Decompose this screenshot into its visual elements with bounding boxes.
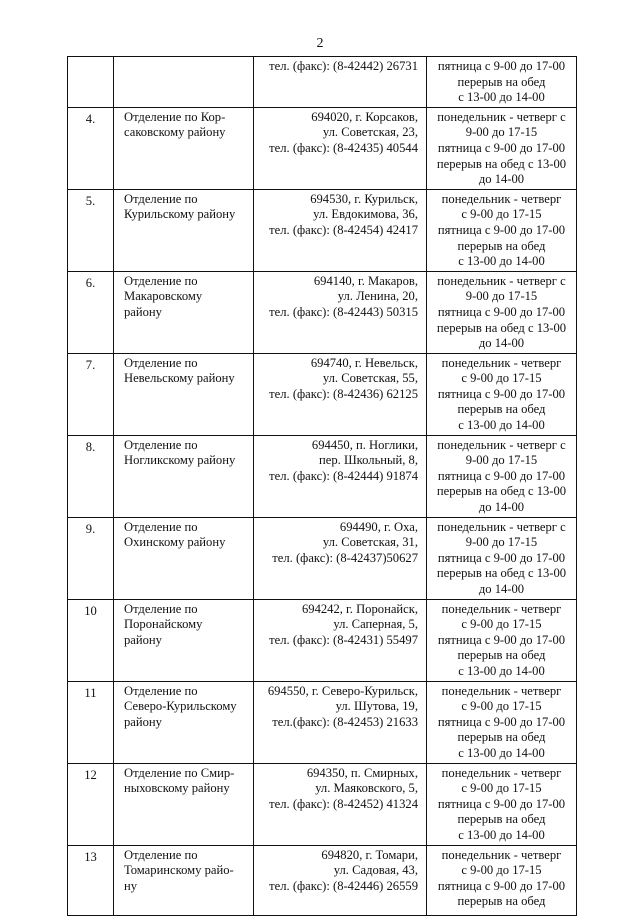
department-name-line: саковскому району bbox=[124, 125, 226, 140]
address-cell bbox=[254, 353, 427, 435]
address-cell bbox=[254, 763, 427, 845]
working-hours-line: перерыв на обед bbox=[457, 894, 546, 909]
working-hours-line: перерыв на обед bbox=[457, 730, 546, 745]
working-hours-line: до 14-00 bbox=[478, 500, 525, 515]
address-line: тел. (факс): (8-42436) 62125 bbox=[269, 386, 418, 401]
department-name-cell bbox=[114, 189, 254, 271]
address-cell bbox=[254, 681, 427, 763]
working-hours-line: перерыв на обед bbox=[457, 402, 546, 417]
working-hours-line: с 9-00 до 17-15 bbox=[461, 863, 542, 878]
table-row bbox=[68, 189, 577, 271]
table-row bbox=[68, 353, 577, 435]
address-line: 694140, г. Макаров, bbox=[313, 273, 418, 288]
department-name-line: Охинскому району bbox=[124, 535, 226, 550]
address-cell bbox=[254, 107, 427, 189]
working-hours-cell bbox=[427, 57, 577, 108]
working-hours-line: перерыв на обед с 13-00 bbox=[436, 320, 567, 335]
working-hours-line: с 9-00 до 17-15 bbox=[461, 207, 542, 222]
address-line: пер. Школьный, 8, bbox=[319, 453, 418, 468]
address-line: 694450, п. Ноглики, bbox=[311, 437, 418, 452]
working-hours-line: до 14-00 bbox=[478, 172, 525, 187]
department-name-cell bbox=[114, 353, 254, 435]
address-line: 694530, г. Курильск, bbox=[310, 191, 418, 206]
row-number-cell bbox=[68, 435, 114, 517]
table-row bbox=[68, 435, 577, 517]
address-line: 694740, г. Невельск, bbox=[310, 355, 418, 370]
address-line: 694550, г. Северо-Курильск, bbox=[267, 683, 418, 698]
department-name-line: Отделение по Кор- bbox=[124, 109, 226, 124]
working-hours-line: с 13-00 до 14-00 bbox=[458, 418, 545, 433]
working-hours-line: 9-00 до 17-15 bbox=[465, 453, 538, 468]
department-name-cell bbox=[114, 57, 254, 108]
table-row bbox=[68, 599, 577, 681]
working-hours-line: пятница с 9-00 до 17-00 bbox=[437, 796, 566, 811]
department-name-line: Отделение по bbox=[124, 273, 198, 288]
table-row bbox=[68, 271, 577, 353]
address-line: тел. (факс): (8-42442) 26731 bbox=[269, 59, 418, 73]
working-hours-line: с 13-00 до 14-00 bbox=[458, 663, 545, 678]
working-hours-line: пятница с 9-00 до 17-00 bbox=[437, 304, 566, 319]
address-line: ул. Советская, 55, bbox=[322, 371, 418, 386]
row-number: 7. bbox=[85, 357, 96, 372]
table-row bbox=[68, 57, 577, 108]
department-name-line: Отделение по bbox=[124, 601, 198, 616]
working-hours-line: с 13-00 до 14-00 bbox=[458, 254, 545, 269]
address-line: 694820, г. Томари, bbox=[321, 847, 418, 862]
working-hours-line: с 9-00 до 17-15 bbox=[461, 371, 542, 386]
address-cell bbox=[254, 599, 427, 681]
working-hours-cell bbox=[427, 189, 577, 271]
address-line: тел. (факс): (8-42431) 55497 bbox=[269, 632, 418, 647]
working-hours-line: понедельник - четверг с bbox=[437, 519, 566, 534]
address-line: тел. (факс): (8-42435) 40544 bbox=[269, 140, 418, 155]
working-hours-line: пятница с 9-00 до 17-00 bbox=[437, 550, 566, 565]
address-line: тел. (факс): (8-42452) 41324 bbox=[269, 796, 418, 811]
address-line: 694490, г. Оха, bbox=[339, 519, 418, 534]
department-name-line: Невельскому району bbox=[124, 371, 235, 386]
departments-table-body bbox=[68, 57, 577, 916]
department-name-line: Отделение по Смир- bbox=[124, 765, 235, 780]
working-hours-line: понедельник - четверг bbox=[441, 683, 562, 698]
row-number-cell bbox=[68, 57, 114, 108]
working-hours-line: пятница с 9-00 до 17-00 bbox=[437, 222, 566, 237]
row-number: 13 bbox=[84, 849, 97, 864]
row-number-cell bbox=[68, 189, 114, 271]
working-hours-line: перерыв на обед с 13-00 bbox=[436, 156, 567, 171]
department-name-cell bbox=[114, 681, 254, 763]
address-line: ул. Советская, 31, bbox=[322, 535, 418, 550]
address-line: 694350, п. Смирных, bbox=[306, 765, 418, 780]
row-number: 5. bbox=[85, 193, 96, 208]
address-line: тел. (факс): (8-42443) 50315 bbox=[269, 304, 418, 319]
department-name-line: району bbox=[124, 714, 162, 729]
row-number-cell bbox=[68, 681, 114, 763]
working-hours-line: 9-00 до 17-15 bbox=[465, 125, 538, 140]
working-hours-line: понедельник - четверг с bbox=[437, 109, 566, 124]
department-name-cell bbox=[114, 517, 254, 599]
row-number: 4. bbox=[85, 111, 96, 126]
department-name-line: Отделение по bbox=[124, 847, 198, 862]
working-hours-line: понедельник - четверг с bbox=[437, 273, 566, 288]
working-hours-line: 9-00 до 17-15 bbox=[465, 535, 538, 550]
department-name-line: ну bbox=[124, 878, 138, 893]
working-hours-line: пятница с 9-00 до 17-00 bbox=[437, 632, 566, 647]
working-hours-line: до 14-00 bbox=[478, 336, 525, 351]
working-hours-line: с 13-00 до 14-00 bbox=[458, 90, 545, 105]
row-number-cell bbox=[68, 763, 114, 845]
row-number-cell bbox=[68, 107, 114, 189]
department-name-cell bbox=[114, 107, 254, 189]
address-line: ул. Ленина, 20, bbox=[337, 289, 418, 304]
address-cell bbox=[254, 517, 427, 599]
department-name-line: Макаровскому bbox=[124, 289, 203, 304]
working-hours-line: перерыв на обед с 13-00 bbox=[436, 484, 567, 499]
working-hours-line: понедельник - четверг bbox=[441, 601, 562, 616]
row-number: 6. bbox=[85, 275, 96, 290]
department-name-cell bbox=[114, 271, 254, 353]
working-hours-line: перерыв на обед bbox=[457, 648, 546, 663]
working-hours-line: понедельник - четверг bbox=[441, 765, 562, 780]
table-row bbox=[68, 681, 577, 763]
row-number: 8. bbox=[85, 439, 96, 454]
address-line: ул. Советская, 23, bbox=[322, 125, 418, 140]
department-name-line: Северо-Курильскому bbox=[124, 699, 237, 714]
department-name-line: Томаринскому райо- bbox=[124, 863, 234, 878]
working-hours-line: с 9-00 до 17-15 bbox=[461, 781, 542, 796]
department-name-line: Отделение по bbox=[124, 437, 198, 452]
working-hours-line: пятница с 9-00 до 17-00 bbox=[437, 140, 566, 155]
working-hours-line: пятница с 9-00 до 17-00 bbox=[437, 59, 566, 73]
department-name-line: Отделение по bbox=[124, 519, 198, 534]
working-hours-cell bbox=[427, 107, 577, 189]
address-line: ул. Маяковского, 5, bbox=[315, 781, 418, 796]
table-row bbox=[68, 517, 577, 599]
working-hours-line: перерыв на обед bbox=[457, 238, 546, 253]
page-number: 2 bbox=[316, 36, 324, 51]
address-line: ул. Шутова, 19, bbox=[335, 699, 418, 714]
working-hours-line: перерыв на обед bbox=[457, 812, 546, 827]
working-hours-line: пятница с 9-00 до 17-00 bbox=[437, 386, 566, 401]
row-number-cell bbox=[68, 517, 114, 599]
address-line: тел.(факс): (8-42453) 21633 bbox=[272, 714, 418, 729]
working-hours-line: с 9-00 до 17-15 bbox=[461, 699, 542, 714]
table-row bbox=[68, 763, 577, 845]
department-name-line: Курильскому району bbox=[124, 207, 236, 222]
row-number: 12 bbox=[84, 767, 97, 782]
address-line: ул. Садовая, 43, bbox=[333, 863, 418, 878]
address-cell bbox=[254, 435, 427, 517]
departments-table bbox=[67, 56, 577, 916]
working-hours-cell bbox=[427, 599, 577, 681]
department-name-line: Поронайскому bbox=[124, 617, 203, 632]
address-line: 694020, г. Корсаков, bbox=[311, 109, 418, 124]
row-number: 10 bbox=[84, 603, 97, 618]
address-line: тел. (факс): (8-42454) 42417 bbox=[269, 222, 418, 237]
address-line: ул. Евдокимова, 36, bbox=[313, 207, 418, 222]
working-hours-line: с 13-00 до 14-00 bbox=[458, 827, 545, 842]
department-name-line: району bbox=[124, 632, 162, 647]
row-number-cell bbox=[68, 599, 114, 681]
working-hours-line: перерыв на обед с 13-00 bbox=[436, 566, 567, 581]
row-number-cell bbox=[68, 271, 114, 353]
working-hours-line: пятница с 9-00 до 17-00 bbox=[437, 714, 566, 729]
working-hours-line: понедельник - четверг bbox=[441, 191, 562, 206]
department-name-line: Ногликскому району bbox=[124, 453, 236, 468]
working-hours-line: пятница с 9-00 до 17-00 bbox=[437, 878, 566, 893]
row-number: 9. bbox=[85, 521, 96, 536]
address-line: 694242, г. Поронайск, bbox=[301, 601, 418, 616]
working-hours-cell bbox=[427, 517, 577, 599]
table-row bbox=[68, 107, 577, 189]
department-name-cell bbox=[114, 435, 254, 517]
address-line: тел. (факс): (8-42437)50627 bbox=[272, 550, 418, 565]
working-hours-cell bbox=[427, 435, 577, 517]
row-number-cell bbox=[68, 353, 114, 435]
department-name-line: Отделение по bbox=[124, 191, 198, 206]
working-hours-line: понедельник - четверг с bbox=[437, 437, 566, 452]
address-cell bbox=[254, 271, 427, 353]
working-hours-cell bbox=[427, 353, 577, 435]
department-name-line: Отделение по bbox=[124, 683, 198, 698]
address-line: ул. Саперная, 5, bbox=[333, 617, 418, 632]
working-hours-cell bbox=[427, 271, 577, 353]
working-hours-line: перерыв на обед bbox=[457, 74, 546, 89]
working-hours-line: понедельник - четверг bbox=[441, 847, 562, 862]
address-line: тел. (факс): (8-42444) 91874 bbox=[269, 468, 418, 483]
row-number: 11 bbox=[84, 685, 97, 700]
working-hours-line: понедельник - четверг bbox=[441, 355, 562, 370]
working-hours-cell bbox=[427, 681, 577, 763]
working-hours-cell bbox=[427, 763, 577, 845]
address-cell bbox=[254, 57, 427, 108]
department-name-cell bbox=[114, 599, 254, 681]
working-hours-line: с 13-00 до 14-00 bbox=[458, 745, 545, 760]
working-hours-line: с 9-00 до 17-15 bbox=[461, 617, 542, 632]
working-hours-line: пятница с 9-00 до 17-00 bbox=[437, 468, 566, 483]
department-name-cell bbox=[114, 763, 254, 845]
department-name-line: ныховскому району bbox=[124, 781, 230, 796]
address-line: тел. (факс): (8-42446) 26559 bbox=[269, 878, 418, 893]
address-cell bbox=[254, 189, 427, 271]
working-hours-line: до 14-00 bbox=[478, 582, 525, 596]
working-hours-line: 9-00 до 17-15 bbox=[465, 289, 538, 304]
department-name-line: району bbox=[124, 304, 162, 319]
department-name-line: Отделение по bbox=[124, 355, 198, 370]
